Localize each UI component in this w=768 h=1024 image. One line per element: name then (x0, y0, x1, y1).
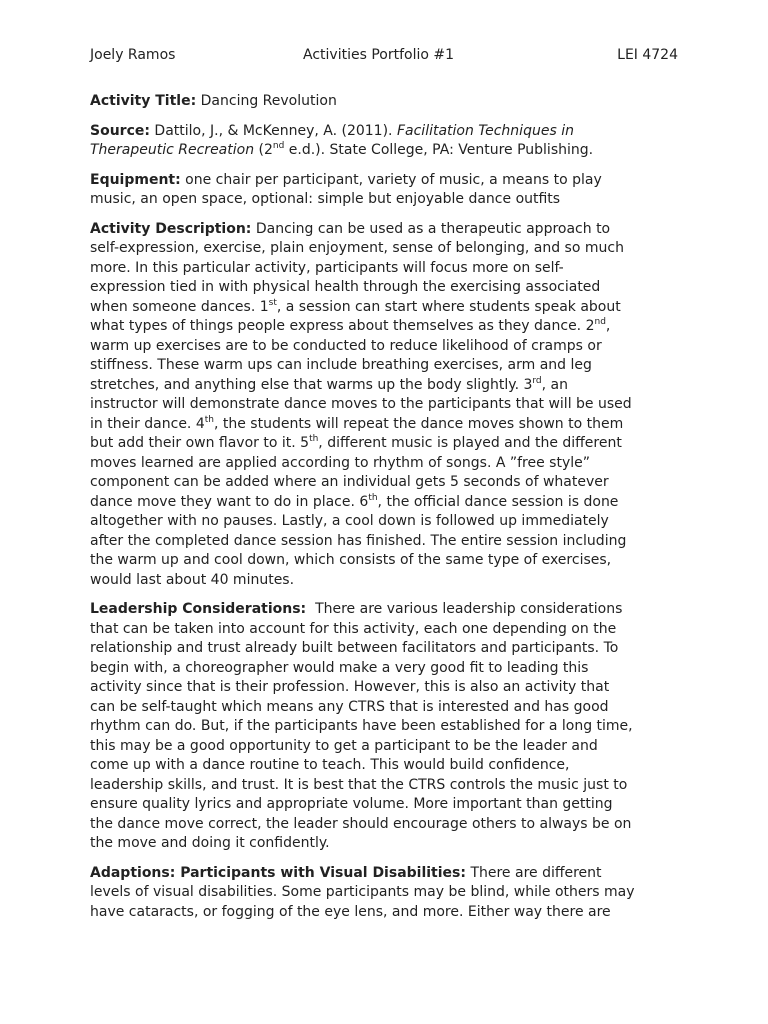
source-book-title-cont: Therapeutic Recreation (90, 142, 255, 158)
activity-title-label: Activity Title: (90, 93, 197, 109)
source-authors: Dattilo, J., & McKenney, A. (2011). (154, 122, 393, 139)
activity-description-section: Activity Description: Dancing can be used as a therapeutic approach to self-expression, exercise, plain enjoyment, sense of belonging, and so much more. In this particular activity, participants will focus more on self- expression tied in with physical health through the exercising associated when someone dances. 1st, a session can start where students speak about what types of things people express about themselves as they dance. 2nd, warm up exercises are to be conducted to reduce likelihood of cramps or stiffness. These warm ups can include breathing exercises, arm and leg stretches, and anything else that warms up the body slightly. 3rd, an instructor will demonstrate dance moves to the participants that will be used in their dance. 4th, the students will repeat the dance moves shown to them but add their own flavor to it. 5th, different music is played and the different moves learned are applied according to rhythm of songs. A ”free style” component can be added where an individual gets 5 seconds of whatever dance move they want to do in place. 6th, the official dance session is done altogether with no pauses. Lastly, a cool down is followed up immediately after the completed dance session has finished. The entire session including the warm up and cool down, which consists of the same type of exercises, would last about 40 minutes. (90, 220, 632, 588)
activity-title-value: Dancing Revolution (200, 93, 337, 109)
leadership-section: Leadership Considerations: There are various leadership considerations that can be taken into account for this activity, each one depending on the relationship and trust already built between facilitators and participants. To begin with, a choreographer would make a very good fit to leading this activity since that is their profession. However, this is also an activity that can be self-taught which means any CTRS that is interested and has good rhythm can do. But, if the participants have been established for a long time, this may be a good opportunity to get a participant to be the leader and come up with a dance routine to teach. This would build confidence, leadership skills, and trust. It is best that the CTRS controls the music just to ensure quality lyrics and appropriate volume. More important than getting the dance move correct, the leader should encourage others to always be on the move and doing it confidently. (90, 601, 633, 851)
page-header (90, 47, 678, 67)
leadership-label: Leadership Considerations: (90, 601, 307, 617)
course-code: LEI 4724 (617, 47, 678, 63)
activity-description-label: Activity Description: (90, 220, 252, 237)
author-name: Joely Ramos (90, 47, 176, 63)
adaptions-section: Adaptions: Participants with Visual Disabilities: There are different levels of visual disabilities. Some participants may be blind, while others may have cataracts, or fogging of the eye lens, and more. Either way there are (90, 864, 635, 920)
document-title: Activities Portfolio #1 (303, 47, 454, 63)
equipment-label: Equipment: (90, 171, 181, 188)
equipment-section: Equipment: one chair per participant, variety of music, a means to play music, an open space, optional: simple but enjoyable dance outfits (90, 171, 602, 207)
adaptions-label: Adaptions: Participants with Visual Disabilities: (90, 864, 466, 881)
source-label: Source: (90, 122, 150, 139)
activity-title-section (90, 92, 685, 112)
source-section: Source: Dattilo, J., & McKenney, A. (2011). Facilitation Techniques in Therapeutic Recreation (2nd e.d.). State College, PA: Venture Publishing. (90, 122, 594, 158)
source-book-title: Facilitation Techniques in (396, 122, 574, 139)
document-body (90, 92, 685, 932)
